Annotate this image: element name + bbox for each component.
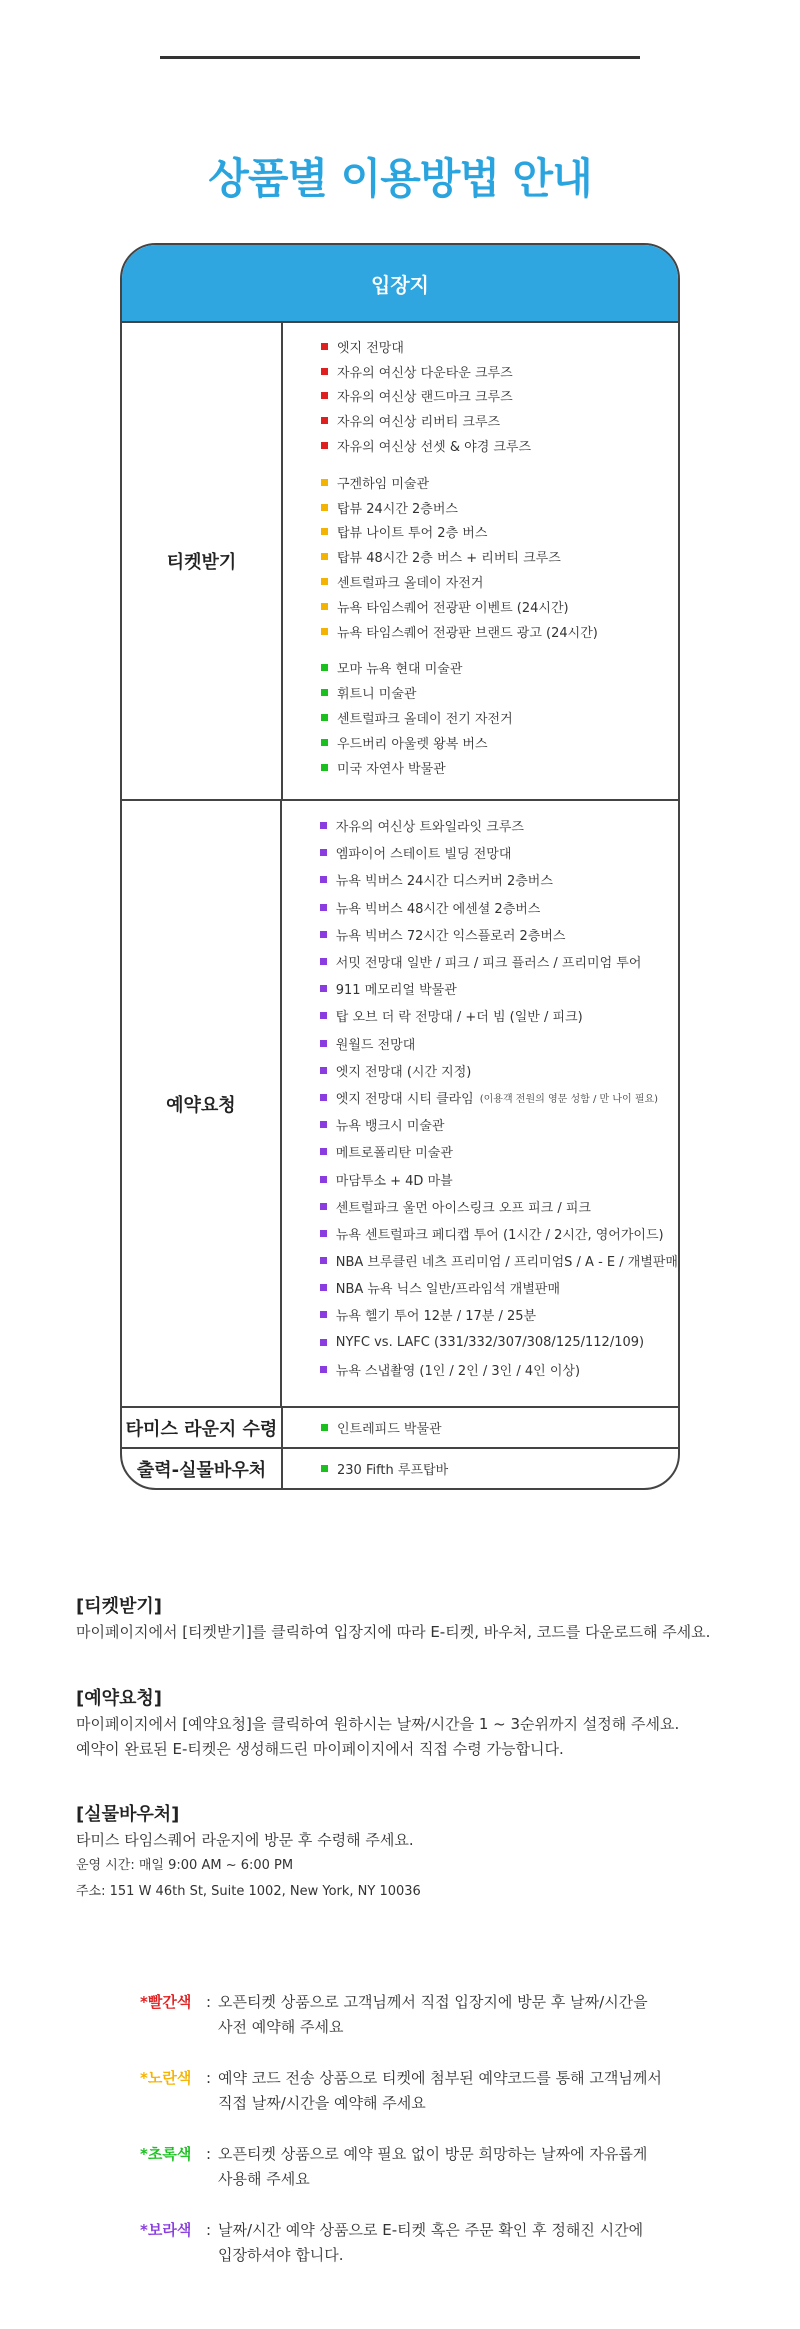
usage-table xyxy=(120,243,680,1490)
list-item-label: 자유의 여신상 랜드마크 크루즈 xyxy=(337,390,513,406)
legend-key-yellow: *노란색 xyxy=(140,2069,192,2087)
legend-key-purple: *보라색 xyxy=(140,2221,192,2239)
list-item-label: 자유의 여신상 트와일라잇 크루즈 xyxy=(335,820,524,836)
red-bullet-icon xyxy=(321,442,328,449)
legend-text: 오픈티켓 상품으로 예약 필요 없이 방문 희망하는 날짜에 자유롭게 xyxy=(218,2145,648,2163)
row-label-reserve: 예약요청 xyxy=(122,801,282,1406)
list-item xyxy=(320,1301,678,1328)
list-item xyxy=(320,1030,678,1057)
section-reserve-line2: 예약이 완료된 E-티켓은 생성해드린 마이페이지에서 직접 수령 가능합니다. xyxy=(76,1740,564,1758)
purple-bullet-icon xyxy=(320,1339,327,1346)
legend-text: 예약 코드 전송 상품으로 티켓에 첨부된 예약코드를 통해 고객님께서 xyxy=(218,2069,662,2087)
green-bullet-icon xyxy=(321,764,328,771)
purple-bullet-icon xyxy=(320,931,327,938)
row-lounge xyxy=(122,1408,678,1449)
list-item xyxy=(321,730,678,755)
list-item xyxy=(320,1193,678,1220)
list-item xyxy=(320,1084,678,1111)
list-item-label: 뉴욕 헬기 투어 12분 / 17분 / 25분 xyxy=(335,1309,537,1325)
list-item xyxy=(321,755,678,780)
purple-bullet-icon xyxy=(320,1121,327,1128)
row-label-print: 출력-실물바우처 xyxy=(122,1449,283,1488)
purple-bullet-icon xyxy=(320,1094,327,1101)
legend-entry xyxy=(140,1990,662,2040)
list-item-label: 엣지 전망대 시티 클라임 xyxy=(335,1091,474,1107)
yellow-bullet-icon xyxy=(321,553,328,560)
green-bullet-icon xyxy=(321,1424,328,1431)
row-label-ticket: 티켓받기 xyxy=(122,323,283,799)
legend-entry xyxy=(140,2218,662,2268)
list-item-label: 마담투소 + 4D 마블 xyxy=(335,1173,453,1189)
green-bullet-icon xyxy=(321,714,328,721)
section-reserve xyxy=(76,1684,679,1762)
red-bullet-icon xyxy=(321,392,328,399)
purple-bullet-icon xyxy=(320,1366,327,1373)
list-item xyxy=(320,948,678,975)
list-item-label: 우드버리 아울렛 왕복 버스 xyxy=(337,736,488,752)
section-voucher-hours: 운영 시간: 매일 9:00 AM ~ 6:00 PM xyxy=(76,1858,294,1873)
yellow-bullet-icon xyxy=(321,528,328,535)
purple-bullet-icon xyxy=(320,849,327,856)
legend-key-red: *빨간색 xyxy=(140,1993,192,2011)
list-item xyxy=(321,520,678,545)
color-legend xyxy=(140,1990,662,2294)
green-bullet-icon xyxy=(321,689,328,696)
list-item-label: 뉴욕 빅버스 48시간 에센셜 2층버스 xyxy=(335,901,541,917)
purple-bullet-icon xyxy=(320,985,327,992)
legend-key-green: *초록색 xyxy=(140,2145,192,2163)
purple-bullet-icon xyxy=(320,1203,327,1210)
list-item xyxy=(321,408,678,433)
legend-text: 입장하셔야 합니다. xyxy=(218,2246,344,2264)
list-item xyxy=(320,839,678,866)
legend-colon: : xyxy=(206,2145,212,2163)
section-voucher-address: 주소: 151 W 46th St, Suite 1002, New York, NY 10036 xyxy=(76,1884,421,1899)
yellow-bullet-icon xyxy=(321,628,328,635)
list-item xyxy=(320,975,678,1002)
list-item-label: 탑뷰 나이트 투어 2층 버스 xyxy=(337,526,488,542)
purple-bullet-icon xyxy=(320,1176,327,1183)
purple-bullet-icon xyxy=(320,1067,327,1074)
page-title: 상품별 이용방법 안내 xyxy=(208,154,592,203)
list-item xyxy=(320,921,678,948)
green-bullet-icon xyxy=(321,1465,328,1472)
row-print xyxy=(122,1449,678,1488)
purple-bullet-icon xyxy=(320,904,327,911)
list-item-label: 원월드 전망대 xyxy=(335,1037,416,1053)
purple-bullet-icon xyxy=(320,1230,327,1237)
legend-colon: : xyxy=(206,2221,212,2239)
legend-text: 직접 날짜/시간을 예약해 주세요 xyxy=(218,2094,426,2112)
ticket-list xyxy=(283,323,678,799)
section-reserve-line1: 마이페이지에서 [예약요청]을 클릭하여 원하시는 날짜/시간을 1 ~ 3순위까지 설정해 주세요. xyxy=(76,1715,680,1733)
list-item xyxy=(320,1247,678,1274)
green-bullet-icon xyxy=(321,664,328,671)
list-item: 인트레피드 박물관 xyxy=(321,1418,442,1437)
yellow-bullet-icon xyxy=(321,578,328,585)
legend-text: 사용해 주세요 xyxy=(218,2170,310,2188)
legend-entry xyxy=(140,2142,662,2192)
list-item xyxy=(321,470,678,495)
list-item xyxy=(320,866,678,893)
list-item xyxy=(321,680,678,705)
section-ticket-title: [티켓받기] xyxy=(76,1596,163,1617)
list-item: 230 Fifth 루프탑바 xyxy=(321,1459,448,1478)
red-bullet-icon xyxy=(321,343,328,350)
list-item-label: 서밋 전망대 일반 / 피크 / 피크 플러스 / 프리미엄 투어 xyxy=(335,956,642,972)
yellow-bullet-icon xyxy=(321,603,328,610)
list-item xyxy=(321,384,678,409)
list-item xyxy=(320,1274,678,1301)
list-item xyxy=(320,1138,678,1165)
list-item xyxy=(321,544,678,569)
purple-bullet-icon xyxy=(320,876,327,883)
list-item xyxy=(321,334,678,359)
list-item-label: 엠파이어 스테이트 빌딩 전망대 xyxy=(335,847,512,863)
row-label-lounge: 타미스 라운지 수령 xyxy=(122,1408,283,1447)
legend-text: 사전 예약해 주세요 xyxy=(218,2018,344,2036)
list-item-label: 뉴욕 빅버스 24시간 디스커버 2층버스 xyxy=(335,874,553,890)
list-item-label: 센트럴파크 올데이 전기 자전거 xyxy=(337,712,513,728)
list-item xyxy=(321,705,678,730)
list-item-label: 뉴욕 빅버스 72시간 익스플로러 2층버스 xyxy=(335,928,566,944)
section-voucher-text: 타미스 타임스퀘어 라운지에 방문 후 수령해 주세요. xyxy=(76,1831,414,1849)
list-item-label: 뉴욕 센트럴파크 페디캡 투어 (1시간 / 2시간, 영어가이드) xyxy=(335,1227,664,1243)
list-item-label: 메트로폴리탄 미술관 xyxy=(335,1146,453,1162)
legend-colon: : xyxy=(206,1993,212,2011)
legend-text: 날짜/시간 예약 상품으로 E-티켓 혹은 주문 확인 후 정해진 시간에 xyxy=(218,2221,644,2239)
legend-text: 오픈티켓 상품으로 고객님께서 직접 입장지에 방문 후 날짜/시간을 xyxy=(218,1993,648,2011)
list-item xyxy=(321,619,678,644)
purple-bullet-icon xyxy=(320,1012,327,1019)
list-item xyxy=(321,495,678,520)
list-item-label: NYFC vs. LAFC (331/332/307/308/125/112/109) xyxy=(335,1334,645,1350)
list-item xyxy=(321,359,678,384)
list-item xyxy=(320,894,678,921)
list-item-label: 뉴욕 타임스퀘어 전광판 브랜드 광고 (24시간) xyxy=(337,625,598,641)
list-item-label: 센트럴파크 올데이 자전거 xyxy=(337,576,484,592)
red-bullet-icon xyxy=(321,368,328,375)
list-item-label: 엣지 전망대 xyxy=(337,340,404,356)
legend-colon: : xyxy=(206,2069,212,2087)
list-item xyxy=(320,1057,678,1084)
list-item-label: 엣지 전망대 (시간 지정) xyxy=(335,1064,472,1080)
top-divider xyxy=(160,56,640,59)
list-item xyxy=(320,1356,678,1383)
list-item-label: 탑뷰 48시간 2층 버스 + 리버티 크루즈 xyxy=(337,551,561,567)
list-item-label: 탑 오브 더 락 전망대 / +더 빔 (일반 / 피크) xyxy=(335,1010,583,1026)
list-item-label: 모마 뉴욕 현대 미술관 xyxy=(337,662,463,678)
purple-bullet-icon xyxy=(320,1040,327,1047)
list-item xyxy=(321,594,678,619)
list-item-label: NBA 뉴욕 닉스 일반/프라임석 개별판매 xyxy=(335,1282,561,1298)
list-item-label: 911 메모리얼 박물관 xyxy=(335,983,457,999)
list-item-label: 뉴욕 타임스퀘어 전광판 이벤트 (24시간) xyxy=(337,600,569,616)
list-item-label: 자유의 여신상 선셋 & 야경 크루즈 xyxy=(337,440,532,456)
table-header: 입장지 xyxy=(122,245,678,323)
list-item-label: 휘트니 미술관 xyxy=(337,687,417,703)
purple-bullet-icon xyxy=(320,822,327,829)
section-reserve-title: [예약요청] xyxy=(76,1688,163,1709)
yellow-bullet-icon xyxy=(321,479,328,486)
lounge-list xyxy=(283,1408,678,1447)
section-ticket-text: 마이페이지에서 [티켓받기]를 클릭하여 입장지에 따라 E-티켓, 바우처, 코드를 다운로드해 주세요. xyxy=(76,1623,711,1641)
list-item-label: 구겐하임 미술관 xyxy=(337,476,430,492)
row-reserve xyxy=(122,801,678,1408)
list-item-label: 탑뷰 24시간 2층버스 xyxy=(337,501,458,517)
reserve-list xyxy=(282,801,678,1406)
list-item xyxy=(320,812,678,839)
list-item xyxy=(320,1220,678,1247)
list-item xyxy=(320,1329,678,1356)
list-item-label: 미국 자연사 박물관 xyxy=(337,761,446,777)
row-ticket xyxy=(122,323,678,801)
list-item-label: 자유의 여신상 리버티 크루즈 xyxy=(337,415,501,431)
purple-bullet-icon xyxy=(320,958,327,965)
list-item xyxy=(320,1002,678,1029)
yellow-bullet-icon xyxy=(321,504,328,511)
purple-bullet-icon xyxy=(320,1257,327,1264)
purple-bullet-icon xyxy=(320,1148,327,1155)
list-item-label: 뉴욕 뱅크시 미술관 xyxy=(335,1119,445,1135)
purple-bullet-icon xyxy=(320,1284,327,1291)
list-item xyxy=(321,656,678,681)
list-item-label: 뉴욕 스냅촬영 (1인 / 2인 / 3인 / 4인 이상) xyxy=(335,1363,581,1379)
list-item-label: NBA 브루클린 네츠 프리미엄 / 프리미엄S / A - E / 개별판매 xyxy=(335,1255,678,1271)
list-item xyxy=(320,1111,678,1138)
section-voucher xyxy=(76,1800,421,1905)
print-list xyxy=(283,1449,678,1488)
climb-note: (이용객 전원의 영문 성함 / 만 나이 필요) xyxy=(479,1093,659,1105)
list-item xyxy=(320,1165,678,1192)
red-bullet-icon xyxy=(321,417,328,424)
list-item-label: 자유의 여신상 다운타운 크루즈 xyxy=(337,365,513,381)
purple-bullet-icon xyxy=(320,1311,327,1318)
list-item xyxy=(321,569,678,594)
section-voucher-title: [실물바우처] xyxy=(76,1804,180,1825)
list-item xyxy=(321,433,678,458)
section-ticket xyxy=(76,1592,710,1645)
list-item-label: 센트럴파크 울먼 아이스링크 오프 피크 / 피크 xyxy=(335,1200,591,1216)
legend-entry xyxy=(140,2066,662,2116)
green-bullet-icon xyxy=(321,739,328,746)
